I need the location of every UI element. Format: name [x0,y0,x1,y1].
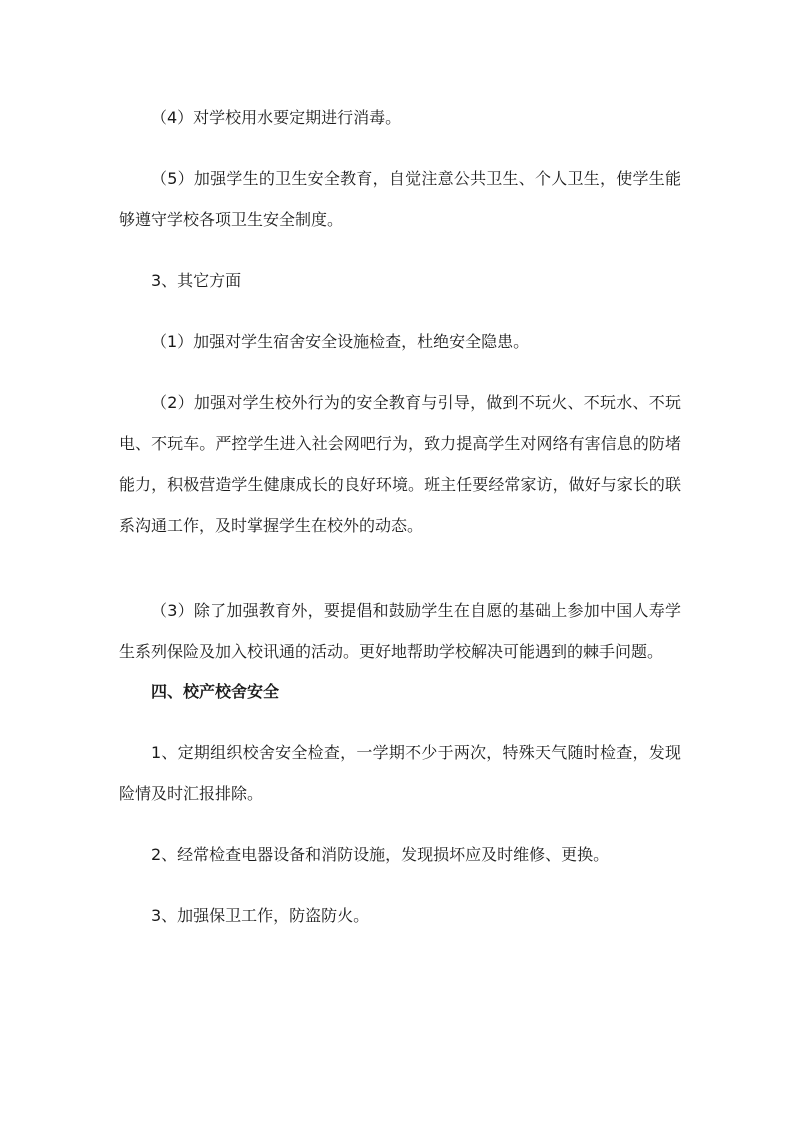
paragraph-security-work: 3、加强保卫工作，防盗防火。 [151,906,370,925]
paragraph-water-disinfection: （4）对学校用水要定期进行消毒。 [151,108,402,127]
paragraph-hygiene-education: （5）加强学生的卫生安全教育，自觉注意公共卫生、个人卫生，使学生能够遵守学校各项卫生安全制度。 [119,169,681,229]
paragraph-dormitory-check: （1）加强对学生宿舍安全设施检查，杜绝安全隐患。 [151,332,530,351]
section-heading-campus-safety: 四、校产校舍安全 [151,682,280,701]
paragraph-electrical-check: 2、经常检查电器设备和消防设施，发现损坏应及时维修、更换。 [151,845,610,864]
paragraph-insurance: （3）除了加强教育外，要提倡和鼓励学生在自愿的基础上参加中国人寿学生系列保险及加入校讯通的活动。更好地帮助学校解决可能遇到的棘手问题。 [119,601,681,661]
subheading-other-aspects: 3、其它方面 [151,271,242,290]
paragraph-off-campus-behavior: （2）加强对学生校外行为的安全教育与引导，做到不玩火、不玩水、不玩电、不玩车。严控学生进入社会网吧行为，致力提高学生对网络有害信息的防堵能力，积极营造学生健康成长的良好环境。班主任要经常家访，做好与家长的联系沟通工作，及时掌握学生在校外的动态。 [119,393,681,535]
paragraph-building-inspection: 1、定期组织校舍安全检查，一学期不少于两次，特殊天气随时检查，发现险情及时汇报排除。 [119,743,681,803]
